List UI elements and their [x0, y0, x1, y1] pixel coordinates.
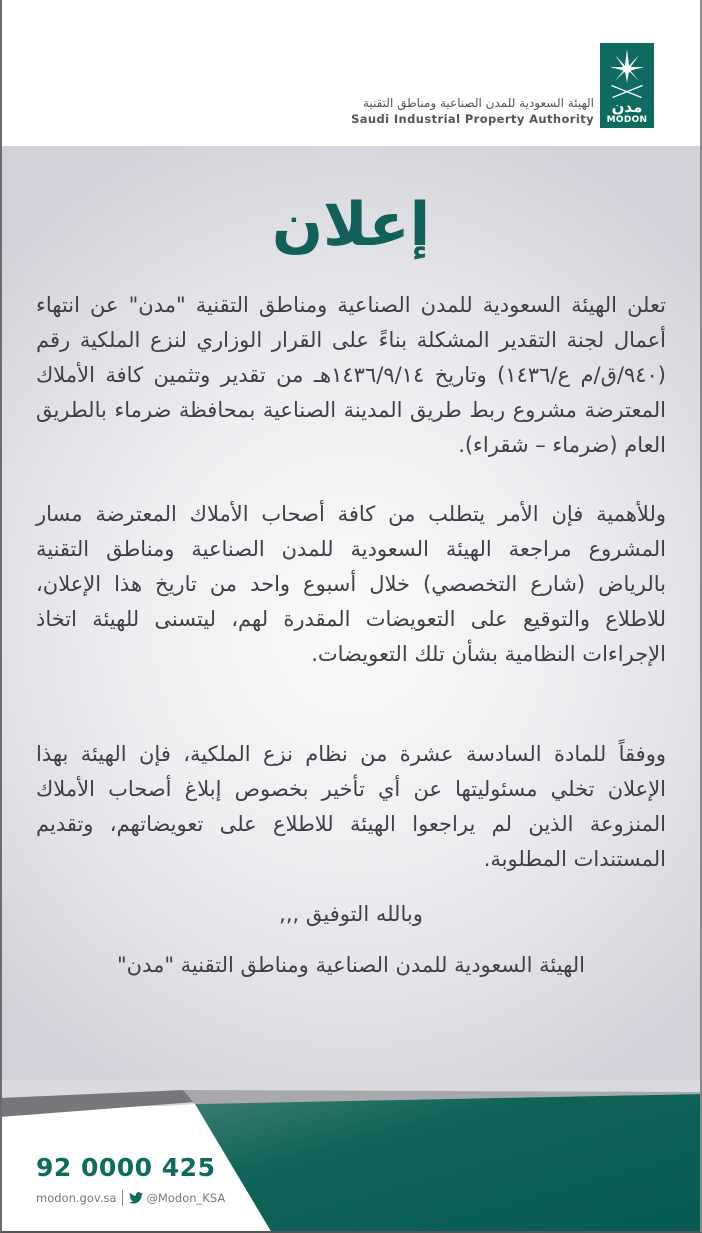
notice-paragraph-3: ووفقاً للمادة السادسة عشرة من نظام نزع الملكية، فإن الهيئة بهذا الإعلان تخلي مسئوليتها عن أي تأخير بخصوص إبلاغ أصحاب الأملاك المنزوعة الذين لم يراجعوا الهيئة للاطلاع على تعويضاتهم، وتقديم المستندات المطلوبة.: [36, 742, 666, 871]
notice-paragraph-2: وللأهمية فإن الأمر يتطلب من كافة أصحاب الأملاك المعترضة مسار المشروع مراجعة الهيئة السعودية للمدن الصناعية ومناطق التقنية بالرياض (شارع التخصصي) خلال أسبوع واحد من تاريخ هذا الإعلان، للاطلاع والتوقيع على التعويضات المقدرة لهم، ليتسنى للهيئة اتخاذ الإجراءات النظامية بشأن تلك التعويضات.: [36, 502, 666, 666]
closing-phrase: وبالله التوفيق ,,,: [279, 902, 423, 926]
logo-english-text: MODON: [606, 115, 648, 125]
twitter-handle-link[interactable]: @Modon_KSA: [146, 1191, 226, 1205]
org-name-arabic: الهيئة السعودية للمدن الصناعية ومناطق التقنية: [362, 96, 594, 110]
notice-paragraph-1: تعلن الهيئة السعودية للمدن الصناعية ومناطق التقنية "مدن" عن انتهاء أعمال لجنة التقدير المشكلة بناءً على القرار الوزاري لنزع الملكية رقم (٩٤٠/ق/م ع/١٤٣٦) وتاريخ ١٤٣٦/٩/١٤هـ من تقدير وتثمين كافة الأملاك المعترضة مشروع ربط طريق المدينة الصناعية بمحافظة ضرماء بالطريق العام (ضرماء – شقراء).: [36, 293, 666, 457]
signature: الهيئة السعودية للمدن الصناعية ومناطق التقنية "مدن": [116, 953, 586, 977]
logo-arabic-text: مدن: [611, 98, 643, 116]
phone-number[interactable]: 92 0000 425: [36, 1153, 216, 1182]
notice-title: إعلان: [271, 190, 431, 260]
org-name-english: Saudi Industrial Property Authority: [351, 112, 594, 126]
website-link[interactable]: modon.gov.sa: [36, 1191, 117, 1205]
